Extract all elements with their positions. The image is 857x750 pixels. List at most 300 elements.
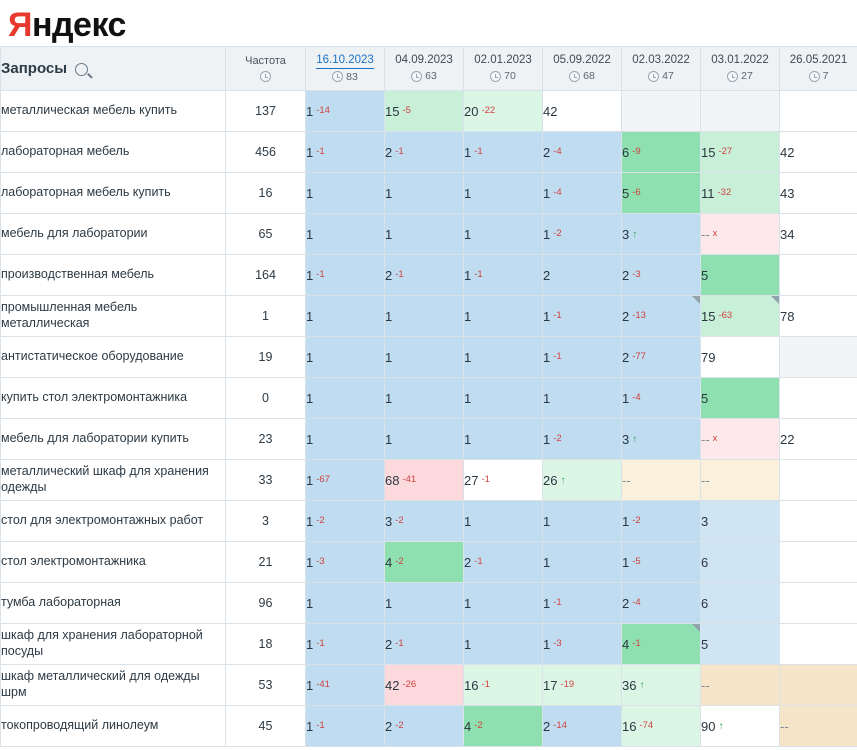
position-cell[interactable] — [622, 624, 701, 665]
position-value: 4 — [385, 554, 393, 570]
position-delta: -1 — [474, 145, 483, 157]
date-column-header[interactable] — [780, 47, 857, 91]
position-value: 1 — [464, 308, 472, 324]
query-cell[interactable]: металлическая мебель купить — [1, 91, 226, 132]
position-cell[interactable] — [622, 706, 701, 747]
position-cell[interactable] — [622, 460, 701, 501]
position-cell[interactable] — [306, 132, 385, 173]
position-cell[interactable] — [543, 91, 622, 132]
position-delta: -1 — [553, 309, 562, 321]
date-header-count-wrap — [809, 70, 829, 83]
position-cell[interactable] — [701, 706, 780, 747]
position-cell[interactable] — [622, 542, 701, 583]
position-value: -- — [701, 226, 710, 242]
position-value: -- — [701, 431, 710, 447]
position-delta: -2 — [632, 514, 641, 526]
position-value: 3 — [622, 226, 630, 242]
position-cell[interactable] — [385, 214, 464, 255]
position-delta: -1 — [395, 637, 404, 649]
position-cell[interactable] — [464, 296, 543, 337]
position-cell[interactable] — [306, 214, 385, 255]
position-value: 1 — [385, 349, 393, 365]
frequency-cell: 53 — [226, 665, 306, 706]
position-cell[interactable] — [780, 378, 857, 419]
queries-column-header[interactable] — [1, 47, 226, 91]
position-delta: -27 — [718, 145, 733, 157]
trend-up-icon: ↑ — [632, 228, 638, 240]
position-cell[interactable] — [701, 624, 780, 665]
position-value: 1 — [385, 595, 393, 611]
position-cell[interactable] — [385, 665, 464, 706]
position-cell[interactable] — [464, 173, 543, 214]
frequency-cell: 33 — [226, 460, 306, 501]
position-cell[interactable] — [780, 214, 857, 255]
position-value: 2 — [385, 144, 393, 160]
date-header-label: 02.01.2023 — [474, 54, 532, 67]
position-value: 1 — [543, 636, 551, 652]
position-cell[interactable] — [701, 337, 780, 378]
position-value: 68 — [385, 472, 400, 488]
position-cell[interactable] — [543, 542, 622, 583]
position-value: 1 — [543, 595, 551, 611]
position-cell[interactable] — [385, 706, 464, 747]
position-delta: -4 — [553, 186, 562, 198]
position-cell[interactable] — [306, 419, 385, 460]
position-delta: -3 — [632, 268, 641, 280]
position-cell[interactable] — [543, 214, 622, 255]
date-header-label: 16.10.2023 — [316, 54, 374, 69]
position-delta: -41 — [316, 678, 330, 690]
position-value: 1 — [543, 390, 551, 406]
position-cell[interactable] — [780, 337, 857, 378]
position-value: 1 — [464, 595, 472, 611]
position-cell[interactable] — [306, 706, 385, 747]
position-cell[interactable] — [385, 255, 464, 296]
position-cell[interactable] — [543, 706, 622, 747]
position-cell[interactable] — [543, 624, 622, 665]
date-header-count: 7 — [822, 70, 829, 83]
position-cell[interactable] — [385, 91, 464, 132]
query-cell[interactable]: промышленная мебель металлическая — [1, 296, 226, 337]
table-row[interactable] — [1, 583, 857, 624]
position-value: 15 — [701, 308, 716, 324]
query-cell[interactable]: стол электромонтажника — [1, 542, 226, 583]
query-cell[interactable]: лабораторная мебель — [1, 132, 226, 173]
frequency-cell: 21 — [226, 542, 306, 583]
position-cell[interactable] — [701, 460, 780, 501]
position-cell[interactable] — [306, 378, 385, 419]
frequency-cell: 19 — [226, 337, 306, 378]
position-value: 5 — [701, 636, 709, 652]
position-cell[interactable] — [780, 296, 857, 337]
position-cell[interactable] — [780, 583, 857, 624]
table-row[interactable] — [1, 173, 857, 214]
position-cell[interactable] — [464, 624, 543, 665]
position-value: 1 — [306, 144, 314, 160]
position-cell[interactable] — [701, 583, 780, 624]
logo-prefix: Я — [8, 6, 32, 44]
position-cell[interactable] — [306, 501, 385, 542]
position-value: 11 — [701, 185, 715, 201]
position-cell[interactable] — [622, 255, 701, 296]
position-delta: -67 — [316, 473, 330, 485]
position-value: 1 — [306, 677, 314, 693]
position-delta: -6 — [632, 186, 641, 198]
table-row[interactable] — [1, 665, 857, 706]
position-cell[interactable] — [543, 296, 622, 337]
position-cell[interactable] — [464, 91, 543, 132]
position-delta: -2 — [553, 227, 562, 239]
position-cell[interactable] — [622, 501, 701, 542]
position-cell[interactable] — [622, 173, 701, 214]
position-cell[interactable] — [701, 91, 780, 132]
position-delta: -2 — [395, 555, 404, 567]
position-cell[interactable] — [543, 419, 622, 460]
position-value: 1 — [543, 349, 551, 365]
table-row[interactable] — [1, 255, 857, 296]
position-cell[interactable] — [306, 542, 385, 583]
date-header-label: 03.01.2022 — [711, 54, 769, 67]
position-value: -- — [780, 718, 789, 734]
frequency-cell: 3 — [226, 501, 306, 542]
position-cell[interactable] — [701, 419, 780, 460]
position-cell[interactable] — [385, 460, 464, 501]
date-column-header[interactable] — [464, 47, 543, 91]
clock-icon — [332, 71, 343, 82]
position-value: -- — [622, 472, 631, 488]
position-value: 1 — [543, 226, 551, 242]
position-cell[interactable] — [385, 173, 464, 214]
table-row[interactable] — [1, 378, 857, 419]
position-cell[interactable] — [701, 542, 780, 583]
frequency-cell: 164 — [226, 255, 306, 296]
date-column-header[interactable] — [385, 47, 464, 91]
clock-icon — [260, 71, 271, 82]
query-cell[interactable]: металлический шкаф для хранения одежды — [1, 460, 226, 501]
position-cell[interactable] — [780, 665, 857, 706]
position-value: 1 — [464, 513, 472, 529]
table-row[interactable] — [1, 419, 857, 460]
cell-note-corner-icon[interactable] — [692, 624, 700, 632]
table-row[interactable] — [1, 501, 857, 542]
clock-icon — [490, 71, 501, 82]
position-cell[interactable] — [464, 337, 543, 378]
clock-icon — [411, 71, 422, 82]
position-cell[interactable] — [622, 337, 701, 378]
position-cell[interactable] — [622, 91, 701, 132]
position-cell[interactable] — [464, 460, 543, 501]
table-row[interactable] — [1, 214, 857, 255]
position-value: 1 — [306, 636, 314, 652]
table-row[interactable] — [1, 337, 857, 378]
search-icon[interactable] — [75, 63, 88, 76]
position-value: 1 — [306, 595, 314, 611]
frequency-header-label: Частота — [245, 55, 286, 68]
position-value: 1 — [543, 308, 551, 324]
position-cell[interactable] — [780, 706, 857, 747]
position-cell[interactable] — [385, 419, 464, 460]
rankings-table — [0, 46, 857, 747]
position-value: 27 — [464, 472, 479, 488]
date-column-header[interactable] — [543, 47, 622, 91]
position-value: 1 — [385, 226, 393, 242]
position-value: 1 — [385, 185, 393, 201]
cell-note-corner-icon[interactable] — [771, 296, 779, 304]
table-row[interactable] — [1, 132, 857, 173]
position-cell[interactable] — [780, 91, 857, 132]
frequency-cell: 0 — [226, 378, 306, 419]
query-cell[interactable]: мебель для лаборатории купить — [1, 419, 226, 460]
position-value: 16 — [622, 718, 637, 734]
position-cell[interactable] — [780, 173, 857, 214]
trend-up-icon: ↑ — [718, 720, 724, 732]
trend-up-icon: ↑ — [639, 679, 645, 691]
date-header-count: 47 — [662, 70, 674, 83]
frequency-cell: 16 — [226, 173, 306, 214]
position-cell[interactable] — [464, 583, 543, 624]
position-value: 1 — [622, 390, 630, 406]
position-cell[interactable] — [622, 665, 701, 706]
date-column-header[interactable] — [622, 47, 701, 91]
position-cell[interactable] — [543, 337, 622, 378]
position-cell[interactable] — [385, 132, 464, 173]
position-cell[interactable] — [306, 296, 385, 337]
position-delta: -14 — [316, 104, 330, 116]
position-delta: -22 — [481, 104, 496, 116]
position-value: 2 — [622, 349, 630, 365]
position-cell[interactable] — [464, 419, 543, 460]
position-value: 1 — [464, 349, 472, 365]
position-value: 36 — [622, 677, 637, 693]
table-row[interactable] — [1, 624, 857, 665]
table-row[interactable] — [1, 542, 857, 583]
position-cell[interactable] — [780, 501, 857, 542]
position-cell[interactable] — [622, 419, 701, 460]
position-cell[interactable] — [701, 296, 780, 337]
position-cell[interactable] — [622, 583, 701, 624]
cell-note-corner-icon[interactable] — [692, 296, 700, 304]
query-cell[interactable]: антистатическое оборудование — [1, 337, 226, 378]
position-value: 1 — [385, 308, 393, 324]
position-cell[interactable] — [464, 255, 543, 296]
position-value: 1 — [306, 431, 314, 447]
position-cell[interactable] — [464, 501, 543, 542]
position-cell[interactable] — [464, 665, 543, 706]
position-value: 1 — [543, 554, 551, 570]
position-delta: -1 — [474, 555, 483, 567]
table-row[interactable] — [1, 460, 857, 501]
position-value: 2 — [543, 267, 551, 283]
position-cell[interactable] — [385, 337, 464, 378]
position-cell[interactable] — [543, 378, 622, 419]
date-header-label: 26.05.2021 — [789, 54, 848, 67]
position-value: 2 — [622, 308, 630, 324]
position-cell[interactable] — [385, 378, 464, 419]
position-value: 2 — [622, 595, 630, 611]
position-value: 5 — [701, 390, 709, 406]
table-header — [1, 47, 857, 91]
position-value: 1 — [306, 513, 314, 529]
position-cell[interactable] — [385, 501, 464, 542]
position-delta: -2 — [395, 719, 404, 731]
position-value: 16 — [464, 677, 479, 693]
position-value: 1 — [385, 390, 393, 406]
position-cell[interactable] — [385, 583, 464, 624]
position-value: 3 — [385, 513, 393, 529]
position-delta: -2 — [474, 719, 483, 731]
position-delta: -74 — [639, 719, 654, 731]
position-value: 6 — [701, 554, 709, 570]
frequency-cell: 96 — [226, 583, 306, 624]
position-delta: -4 — [632, 391, 641, 403]
position-cell[interactable] — [543, 132, 622, 173]
date-header-label: 05.09.2022 — [553, 54, 611, 67]
position-value: 4 — [622, 636, 630, 652]
position-cell[interactable] — [306, 173, 385, 214]
position-cell[interactable] — [306, 583, 385, 624]
position-delta: x — [712, 432, 718, 444]
position-cell[interactable] — [780, 542, 857, 583]
query-cell[interactable]: купить стол электромонтажника — [1, 378, 226, 419]
query-cell[interactable]: производственная мебель — [1, 255, 226, 296]
position-cell[interactable] — [385, 624, 464, 665]
table-row[interactable] — [1, 296, 857, 337]
position-value: 15 — [701, 144, 716, 160]
position-value: 1 — [306, 718, 314, 734]
clock-icon — [569, 71, 580, 82]
position-cell[interactable] — [464, 542, 543, 583]
query-cell[interactable]: шкаф для хранения лабораторной посуды — [1, 624, 226, 665]
date-header-count-wrap — [569, 70, 595, 83]
position-delta: -77 — [632, 350, 646, 362]
position-cell[interactable] — [622, 214, 701, 255]
position-cell[interactable] — [701, 501, 780, 542]
table-row[interactable] — [1, 706, 857, 747]
position-cell[interactable] — [780, 460, 857, 501]
position-delta: -32 — [717, 186, 732, 198]
position-cell[interactable] — [780, 255, 857, 296]
position-value: 2 — [622, 267, 630, 283]
position-cell[interactable] — [543, 460, 622, 501]
position-value: 26 — [543, 472, 558, 488]
position-cell[interactable] — [464, 706, 543, 747]
position-cell[interactable] — [543, 255, 622, 296]
position-cell[interactable] — [464, 378, 543, 419]
position-cell[interactable] — [306, 337, 385, 378]
position-value: 2 — [385, 718, 393, 734]
position-value: 1 — [306, 226, 314, 242]
position-cell[interactable] — [701, 173, 780, 214]
position-cell[interactable] — [622, 378, 701, 419]
position-value: 1 — [306, 103, 314, 119]
position-delta: x — [712, 227, 718, 239]
position-cell[interactable] — [622, 296, 701, 337]
position-cell[interactable] — [464, 132, 543, 173]
position-cell[interactable] — [385, 296, 464, 337]
position-cell[interactable] — [701, 214, 780, 255]
date-header-count-wrap — [490, 70, 516, 83]
query-cell[interactable]: стол для электромонтажных работ — [1, 501, 226, 542]
position-value: 1 — [622, 554, 630, 570]
query-cell[interactable]: шкаф металлический для одежды шрм — [1, 665, 226, 706]
position-value: 1 — [306, 308, 314, 324]
frequency-cell: 45 — [226, 706, 306, 747]
date-header-count: 27 — [741, 70, 753, 83]
position-value: 2 — [385, 267, 393, 283]
position-delta: -1 — [316, 145, 325, 157]
yandex-logo — [8, 8, 126, 42]
position-value: 78 — [780, 308, 795, 324]
position-value: 1 — [543, 431, 551, 447]
position-cell[interactable] — [701, 378, 780, 419]
position-value: 1 — [464, 144, 472, 160]
position-delta: -1 — [316, 268, 325, 280]
position-delta: -2 — [395, 514, 404, 526]
position-cell[interactable] — [306, 255, 385, 296]
position-cell[interactable] — [780, 419, 857, 460]
date-header-count: 63 — [425, 70, 437, 83]
query-cell[interactable]: мебель для лаборатории — [1, 214, 226, 255]
position-value: 20 — [464, 103, 479, 119]
position-cell[interactable] — [543, 501, 622, 542]
date-column-header[interactable] — [701, 47, 780, 91]
position-delta: -9 — [632, 145, 641, 157]
position-value: 3 — [701, 513, 709, 529]
date-header-label: 04.09.2023 — [395, 54, 453, 67]
position-cell[interactable] — [543, 173, 622, 214]
position-cell[interactable] — [780, 624, 857, 665]
position-delta: -4 — [553, 145, 562, 157]
position-delta: -1 — [316, 719, 325, 731]
position-cell[interactable] — [701, 132, 780, 173]
position-value: 90 — [701, 718, 716, 734]
position-value: 1 — [464, 390, 472, 406]
position-value: 2 — [385, 636, 393, 652]
position-cell[interactable] — [306, 624, 385, 665]
date-header-label: 02.03.2022 — [632, 54, 690, 67]
table-row[interactable] — [1, 91, 857, 132]
position-cell[interactable] — [780, 132, 857, 173]
position-cell[interactable] — [543, 583, 622, 624]
position-value: -- — [701, 677, 710, 693]
frequency-column-header[interactable] — [226, 47, 306, 91]
position-cell[interactable] — [701, 665, 780, 706]
position-cell[interactable] — [306, 665, 385, 706]
position-cell[interactable] — [464, 214, 543, 255]
position-value: 43 — [780, 185, 795, 201]
position-cell[interactable] — [385, 542, 464, 583]
frequency-cell: 65 — [226, 214, 306, 255]
position-value: 2 — [464, 554, 472, 570]
query-cell[interactable]: токопроводящий линолеум — [1, 706, 226, 747]
position-value: 5 — [701, 267, 709, 283]
position-value: 22 — [780, 431, 795, 447]
position-cell[interactable] — [306, 460, 385, 501]
position-value: 1 — [464, 185, 472, 201]
position-delta: -1 — [395, 268, 404, 280]
frequency-cell: 137 — [226, 91, 306, 132]
position-cell[interactable] — [306, 91, 385, 132]
date-column-header[interactable] — [306, 47, 385, 91]
position-delta: -1 — [553, 596, 562, 608]
query-cell[interactable]: тумба лабораторная — [1, 583, 226, 624]
position-cell[interactable] — [543, 665, 622, 706]
position-value: 4 — [464, 718, 472, 734]
position-cell[interactable] — [701, 255, 780, 296]
query-cell[interactable]: лабораторная мебель купить — [1, 173, 226, 214]
date-header-count-wrap — [648, 70, 674, 83]
position-cell[interactable] — [622, 132, 701, 173]
